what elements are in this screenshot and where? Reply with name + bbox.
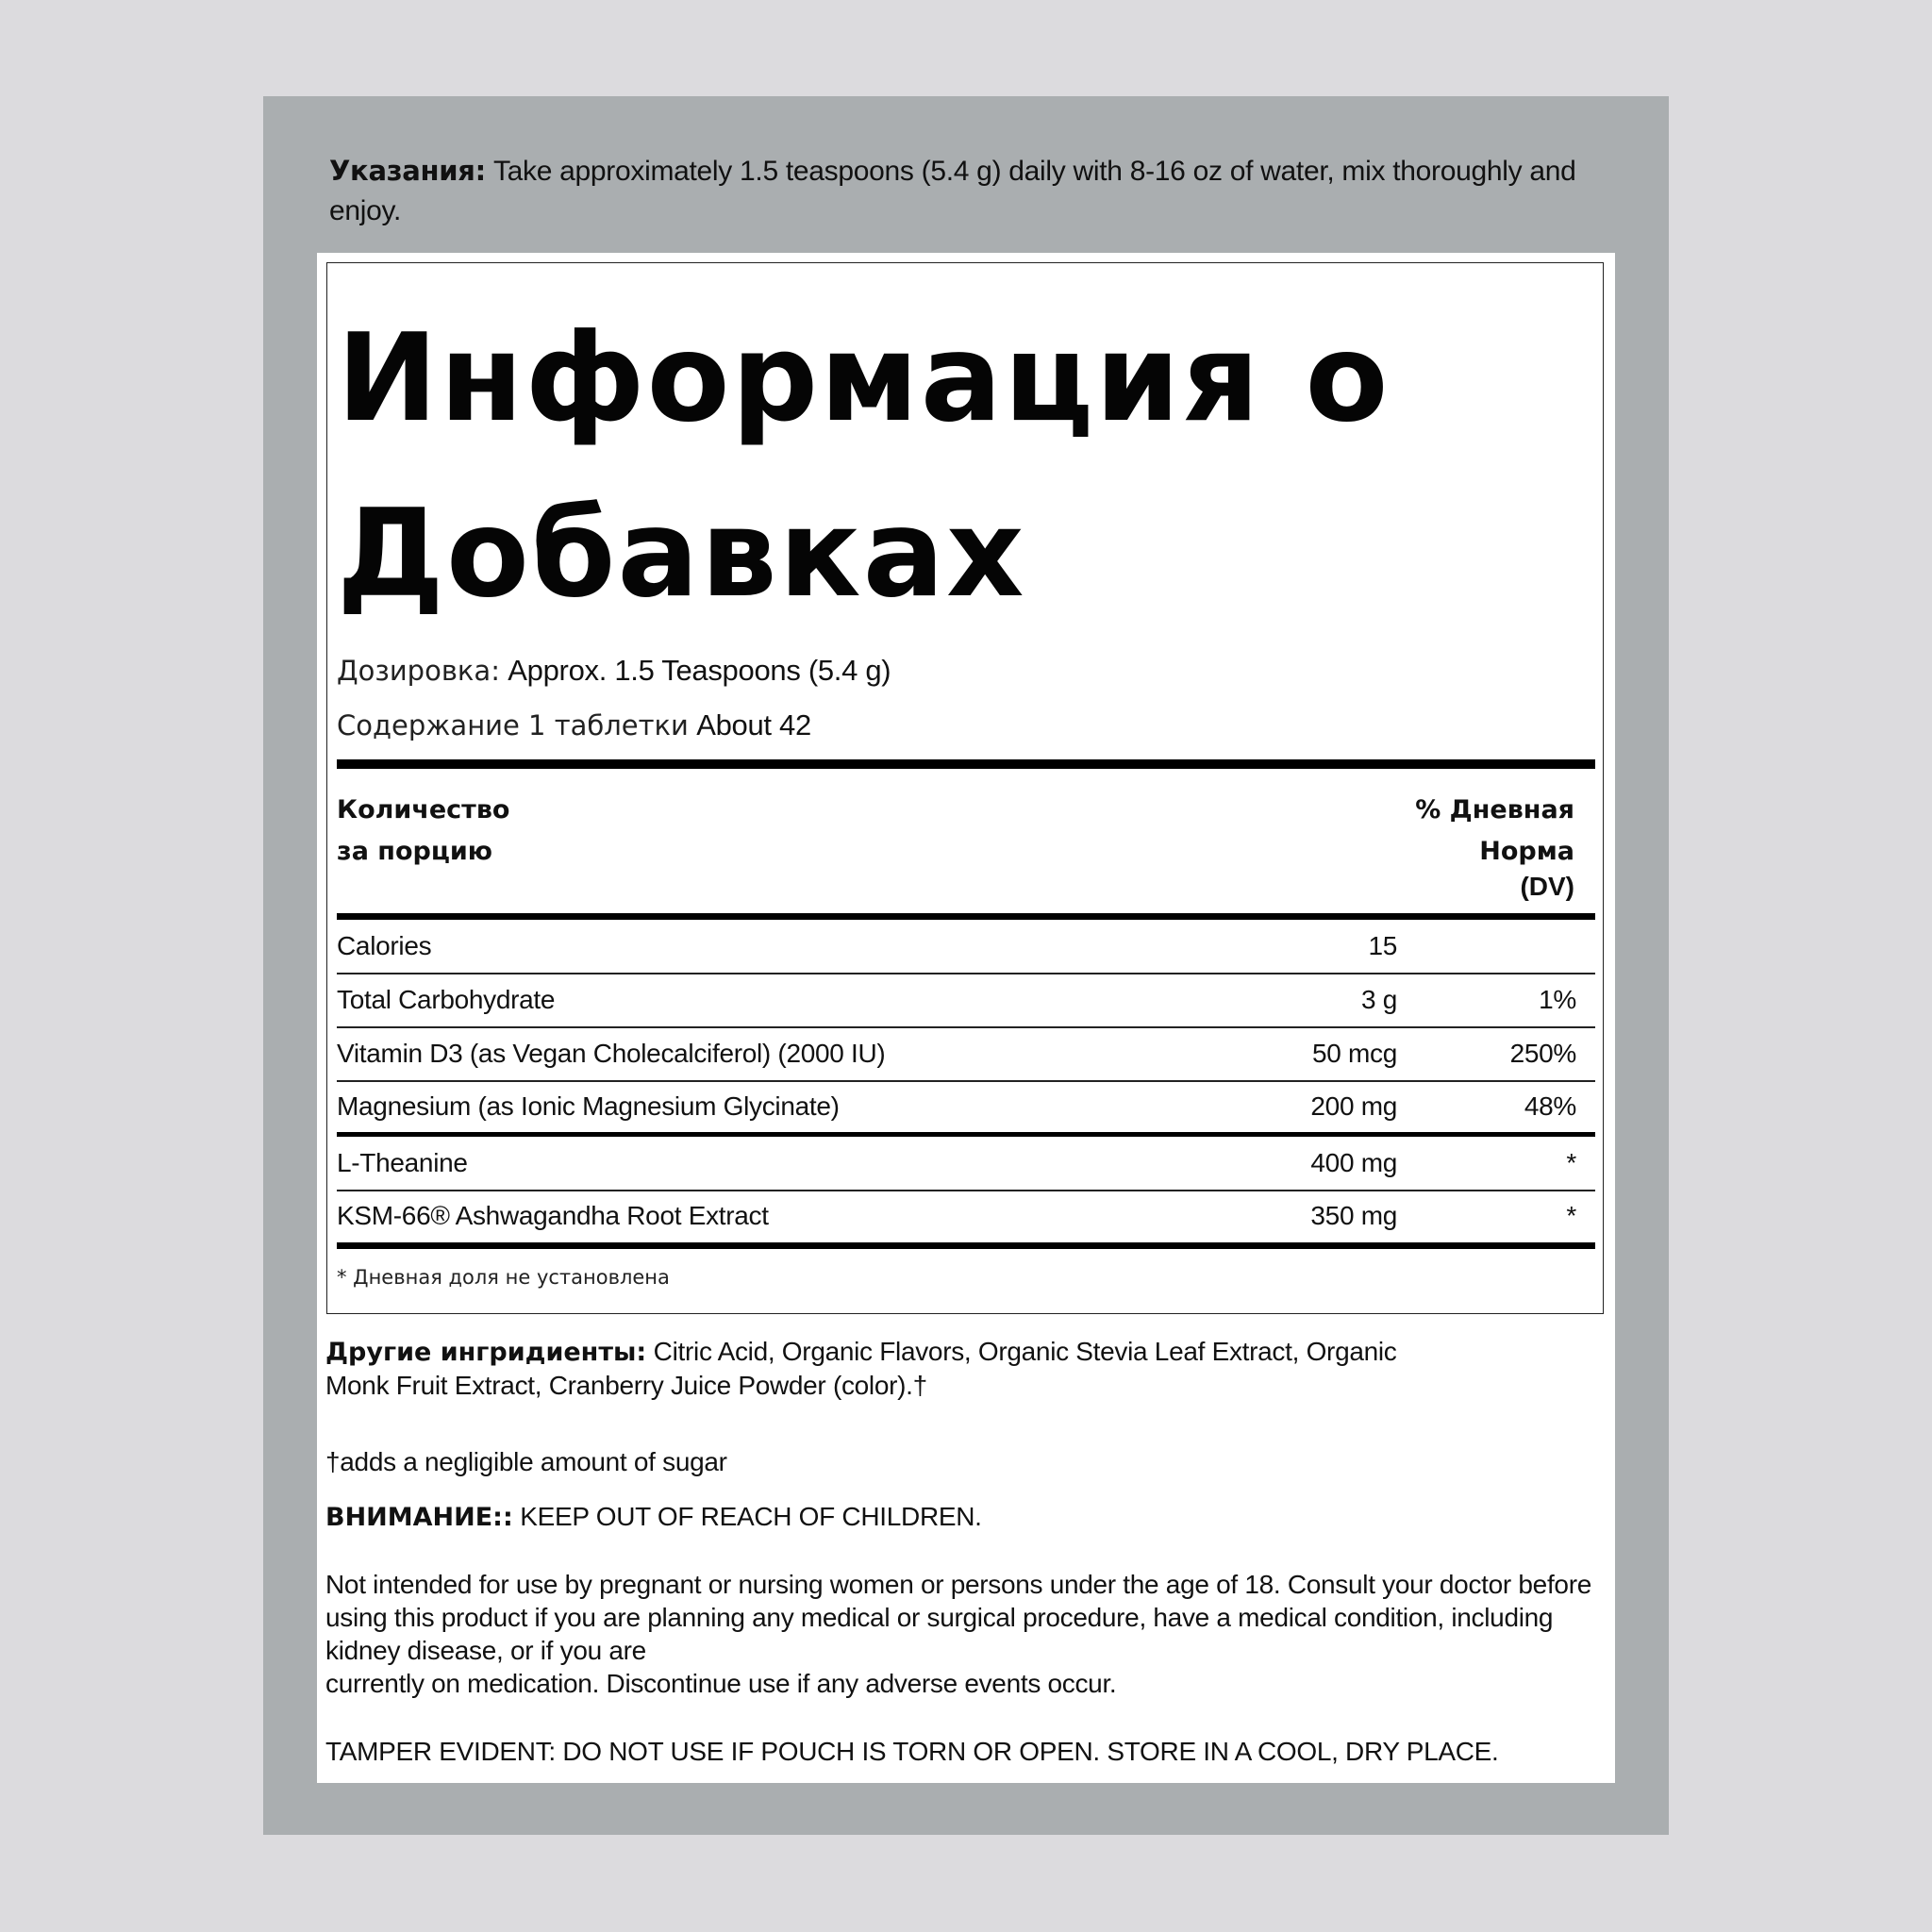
- table-row: [337, 1080, 1576, 1133]
- supplement-facts-title: [337, 291, 1563, 642]
- label-content: [317, 253, 1615, 1783]
- other-ingredients-text: Citric Acid, Organic Flavors, Organic Stevia Leaf Extract, Organic Monk Fruit Extract, Cranberry Juice Powder (color).†: [325, 1337, 1397, 1400]
- serving-size-label: Дозировка:: [337, 655, 500, 687]
- servings-value: About 42: [688, 708, 811, 741]
- title-line-2: Добавках: [337, 484, 1026, 625]
- nutrient-amount: 50 mcg: [1311, 1039, 1397, 1068]
- nutrient-amount: 15: [1368, 931, 1397, 960]
- nutrient-amount: 200 mg: [1310, 1091, 1397, 1121]
- directions-text: Take approximately 1.5 teaspoons (5.4 g) daily with 8-16 oz of water, mix thoroughly and enjoy.: [329, 156, 1576, 226]
- nutrient-amount: 350 mg: [1310, 1201, 1397, 1230]
- divider-thick: [337, 1242, 1595, 1249]
- header-dv-line-1: % Дневная: [1415, 795, 1574, 824]
- servings-label: Содержание 1 таблетки: [337, 709, 689, 741]
- nutrient-name: Vitamin D3 (as Vegan Cholecalciferol) (2000 IU): [337, 1039, 886, 1068]
- warning: [325, 1500, 1608, 1534]
- table-row: [337, 1190, 1576, 1242]
- nutrient-dv: 1%: [1539, 985, 1576, 1014]
- nutrient-name: Calories: [337, 931, 432, 960]
- header-dv-line-2: Норма: [1479, 837, 1574, 866]
- daily-value-header: [1415, 790, 1574, 901]
- amount-per-serving-header: [337, 790, 509, 873]
- directions-label: Указания:: [329, 155, 486, 187]
- serving-size: [337, 652, 891, 690]
- title-line-1: Информация о: [337, 308, 1391, 449]
- nutrient-dv: 48%: [1524, 1091, 1576, 1121]
- nutrient-name: L-Theanine: [337, 1148, 468, 1177]
- table-row: [337, 1137, 1576, 1190]
- nutrient-dv: 250%: [1509, 1039, 1576, 1068]
- other-ingredients-label: Другие ингридиенты:: [325, 1338, 647, 1367]
- header-amount-line-2: за порцию: [337, 837, 493, 866]
- directions: [329, 151, 1612, 231]
- nutrient-name: Total Carbohydrate: [337, 985, 556, 1014]
- nutrient-amount: 400 mg: [1310, 1148, 1397, 1177]
- divider-thick: [337, 759, 1595, 769]
- nutrient-name: KSM-66® Ashwagandha Root Extract: [337, 1201, 769, 1230]
- nutrient-amount: 3 g: [1360, 985, 1397, 1014]
- footnote: * Дневная доля не установлена: [337, 1266, 670, 1289]
- not-intended-line-1: Not intended for use by pregnant or nursing women or persons under the age of 18. Consult your doctor before using this product if you are planning any medical or surgical procedure, have a medical condition, including kidney disease, or if you are: [325, 1570, 1591, 1665]
- header-amount-line-1: Количество: [337, 795, 510, 824]
- nutrient-dv: *: [1566, 1148, 1576, 1177]
- warning-text: KEEP OUT OF REACH OF CHILDREN.: [512, 1502, 982, 1531]
- divider-thick: [337, 913, 1595, 920]
- table-row: [337, 1027, 1576, 1080]
- header-dv-line-3: (DV): [1520, 872, 1574, 901]
- not-intended-line-2: currently on medication. Discontinue use if any adverse events occur.: [325, 1669, 1117, 1698]
- not-intended-notice: [325, 1568, 1608, 1700]
- serving-size-value: Approx. 1.5 Teaspoons (5.4 g): [499, 654, 891, 687]
- supplement-facts-box: [326, 262, 1604, 1314]
- table-row: [337, 920, 1576, 973]
- nutrient-name: Magnesium (as Ionic Magnesium Glycinate): [337, 1091, 840, 1121]
- sugar-note: †adds a negligible amount of sugar: [325, 1447, 727, 1476]
- other-ingredients: [325, 1335, 1457, 1402]
- table-row: [337, 974, 1576, 1026]
- servings-per-container: [337, 707, 811, 744]
- nutrient-dv: *: [1566, 1201, 1576, 1230]
- label-panel: [263, 96, 1669, 1835]
- tamper-evident-notice: TAMPER EVIDENT: DO NOT USE IF POUCH IS TORN OR OPEN. STORE IN A COOL, DRY PLACE.: [325, 1737, 1499, 1766]
- warning-label: ВНИМАНИЕ::: [325, 1503, 513, 1532]
